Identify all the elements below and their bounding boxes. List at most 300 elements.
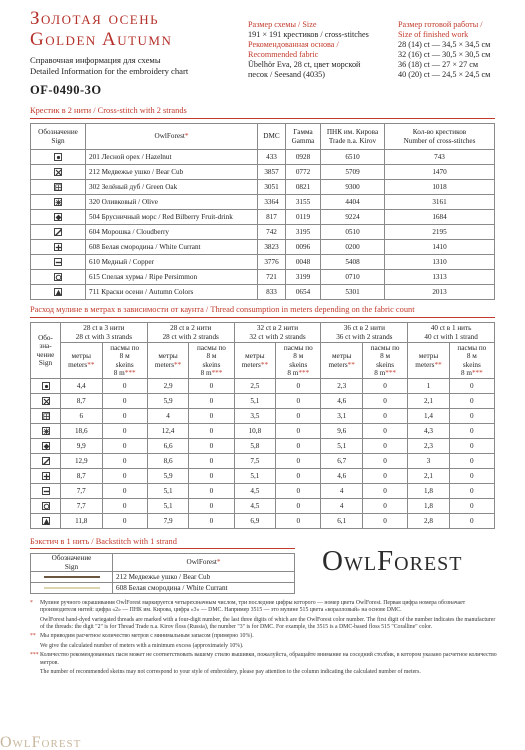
thread-name: 212 Медвежье ушко / Bear Cub	[86, 165, 258, 180]
gamma-code: 0654	[286, 285, 321, 300]
thread-name: 201 Лесной орех / Hazelnut	[86, 150, 258, 165]
sign-cell	[31, 484, 61, 499]
scheme-info	[248, 20, 388, 80]
logo-text: OwlForest	[322, 545, 463, 577]
meters-value: 2,9	[147, 379, 189, 394]
thread-name: 615 Спелая хурма / Ripe Persimmon	[86, 270, 258, 285]
star-symbol-icon	[42, 427, 50, 435]
skeins-label: пасмы по 8 м skeins 8 m	[370, 343, 400, 377]
col-count: Кол-во крестиков Number of cross-stitches	[385, 124, 495, 150]
thread-name: 711 Краски осени / Autumn Colors	[86, 285, 258, 300]
meters-label: метры meters	[241, 352, 265, 369]
group-header	[321, 323, 408, 343]
group-ru: 32 ct в 2 нити	[256, 324, 299, 332]
scheme-size-value: 191 × 191 крестиков / cross-stitches	[248, 30, 369, 39]
slash-symbol-icon	[54, 228, 62, 236]
skeins-value: 0	[449, 409, 494, 424]
meters-value: 10,8	[234, 424, 276, 439]
group-ru: 28 ct в 3 нити	[83, 324, 125, 332]
pnk-code: 4404	[321, 195, 385, 210]
finished-row: 32 (16) ct — 30,5 × 30,5 см	[398, 50, 491, 59]
skeins-value: 0	[362, 514, 407, 529]
meters-value: 4	[147, 409, 189, 424]
skeins-value: 0	[449, 439, 494, 454]
footnote-mark: **	[260, 360, 269, 369]
meters-value: 7,7	[61, 484, 103, 499]
skeins-value: 0	[449, 394, 494, 409]
meters-value: 12,4	[147, 424, 189, 439]
skeins-value: 0	[362, 499, 407, 514]
meters-value: 3	[408, 454, 449, 469]
sign-cell	[31, 454, 61, 469]
skeins-value: 0	[102, 424, 147, 439]
group-header	[61, 323, 148, 343]
meters-value: 8,6	[147, 454, 189, 469]
group-en: 36 ct with 2 strands	[336, 332, 393, 341]
scheme-size-label: Размер схемы / Size	[248, 20, 317, 29]
meters-header	[408, 343, 449, 379]
pnk-code: 0510	[321, 225, 385, 240]
meters-value: 4,6	[321, 469, 363, 484]
col-sign: Обозначение Sign	[31, 124, 86, 150]
finished-size-info	[398, 20, 518, 80]
triangle-symbol-icon	[54, 288, 62, 296]
pnk-code: 0200	[321, 240, 385, 255]
skeins-value: 0	[189, 394, 234, 409]
meters-value: 7,7	[61, 499, 103, 514]
sign-cell	[31, 285, 86, 300]
sign-cell	[31, 150, 86, 165]
skeins-value: 0	[189, 469, 234, 484]
footnote	[30, 669, 500, 676]
footnote-text: Мы приводим расчетное количество метров с минимальным запасом (примерно 10%).	[40, 633, 254, 640]
col-sign: Обо- зна- чение Sign	[31, 323, 61, 379]
skeins-value: 0	[102, 514, 147, 529]
meters-value: 6,6	[147, 439, 189, 454]
skeins-value: 0	[276, 409, 321, 424]
stitch-count: 1410	[385, 240, 495, 255]
skeins-value: 0	[276, 424, 321, 439]
diamond-symbol-icon	[54, 213, 62, 221]
owlforest-logo	[322, 545, 463, 578]
col-owlforest-mark: *	[184, 132, 189, 141]
x-symbol-icon	[54, 168, 62, 176]
meters-value: 6,7	[321, 454, 363, 469]
meters-value: 8,7	[61, 469, 103, 484]
footnote-mark: ***	[30, 652, 39, 659]
section-divider	[30, 548, 295, 549]
skeins-value: 0	[102, 439, 147, 454]
fabric-value-2: песок / Seesand (4035)	[248, 70, 325, 79]
skeins-value: 0	[449, 499, 494, 514]
table-row	[31, 409, 495, 424]
table-row	[31, 195, 495, 210]
table-row	[31, 499, 495, 514]
sign-cell	[31, 424, 61, 439]
footnote	[30, 617, 500, 631]
x-symbol-icon	[42, 397, 50, 405]
meters-value: 2,1	[408, 469, 449, 484]
col-owlforest-label: OwlForest	[186, 558, 217, 567]
skeins-header	[276, 343, 321, 379]
table-row	[31, 150, 495, 165]
pnk-code: 5301	[321, 285, 385, 300]
col-sign: Обозначение Sign	[31, 554, 113, 572]
footnote-mark: ***	[298, 369, 310, 377]
skeins-header	[189, 343, 234, 379]
footnote-mark: **	[87, 360, 95, 369]
meters-label: метры meters	[415, 352, 439, 369]
backstitch-line-icon	[44, 587, 100, 589]
sign-cell	[31, 165, 86, 180]
meters-value: 4	[321, 499, 363, 514]
meters-value: 5,9	[147, 469, 189, 484]
meters-value: 18,6	[61, 424, 103, 439]
thread-name: 604 Морошка / Cloudberry	[86, 225, 258, 240]
section-consumption-title: Расход мулине в метрах в зависимости от каунта / Thread consumption in meters depending on the fabric count	[30, 305, 415, 314]
skeins-value: 0	[102, 379, 147, 394]
sign-cell	[31, 240, 86, 255]
skeins-value: 0	[189, 484, 234, 499]
table-row	[31, 165, 495, 180]
dmc-code: 833	[258, 285, 286, 300]
sign-cell	[31, 379, 61, 394]
finished-row: 36 (18) ct — 27 × 27 см	[398, 60, 479, 69]
skeins-value: 0	[276, 379, 321, 394]
circle-symbol-icon	[42, 502, 50, 510]
meters-value: 4,6	[321, 394, 363, 409]
skeins-header	[362, 343, 407, 379]
skeins-label: пасмы по 8 м skeins 8 m	[197, 343, 226, 377]
table-row	[31, 210, 495, 225]
col-owlforest	[86, 124, 258, 150]
col-pnk: ПНК им. Кирова Trade n.a. Kirov	[321, 124, 385, 150]
meters-value: 9,6	[321, 424, 363, 439]
footnote-mark: **	[174, 360, 182, 369]
grid-symbol-icon	[54, 183, 62, 191]
footnote	[30, 652, 500, 666]
thread-name: 212 Медвежье ушко / Bear Cub	[113, 572, 295, 583]
star-symbol-icon	[54, 198, 62, 206]
sign-cell	[31, 255, 86, 270]
col-dmc: DMC	[258, 124, 286, 150]
pnk-code: 9300	[321, 180, 385, 195]
meters-value: 5,9	[147, 394, 189, 409]
col-owlforest	[113, 554, 295, 572]
subtitle-en: Detailed Information for the embroidery chart	[30, 66, 189, 76]
skeins-value: 0	[276, 394, 321, 409]
footnote-mark: *	[30, 600, 33, 606]
footnote	[30, 643, 500, 650]
meters-label: метры meters	[328, 352, 352, 369]
pnk-code: 0710	[321, 270, 385, 285]
group-en: 28 ct with 2 strands	[162, 332, 219, 341]
meters-value: 1	[408, 379, 449, 394]
skeins-value: 0	[276, 499, 321, 514]
meters-value: 2,5	[234, 379, 276, 394]
thread-name: 608 Белая смородина / White Currant	[113, 583, 295, 594]
meters-label: метры meters	[154, 352, 178, 369]
skeins-value: 0	[276, 454, 321, 469]
section-divider	[30, 317, 495, 318]
skeins-value: 0	[102, 394, 147, 409]
table-row	[31, 439, 495, 454]
subtitle	[30, 55, 188, 77]
thread-name: 320 Оливковый / Olive	[86, 195, 258, 210]
skeins-value: 0	[276, 514, 321, 529]
table-row	[31, 180, 495, 195]
footnote-mark: ***	[124, 369, 136, 377]
meters-value: 4,4	[61, 379, 103, 394]
footnote-mark: **	[347, 360, 355, 369]
skeins-value: 0	[189, 514, 234, 529]
group-header	[408, 323, 495, 343]
group-en: 28 ct with 3 strands	[75, 332, 133, 341]
dot-symbol-icon	[54, 153, 62, 161]
finished-row: 28 (14) ct — 34,5 × 34,5 см	[398, 40, 491, 49]
stitch-count: 1310	[385, 255, 495, 270]
meters-header	[147, 343, 189, 379]
footnote-mark: ***	[471, 369, 483, 377]
meters-value: 12,9	[61, 454, 103, 469]
slash-symbol-icon	[42, 457, 50, 465]
dmc-code: 817	[258, 210, 286, 225]
skeins-value: 0	[362, 439, 407, 454]
meters-value: 1,8	[408, 484, 449, 499]
finished-label-en: Size of finished work	[398, 30, 469, 39]
sign-cell	[31, 469, 61, 484]
skeins-value: 0	[362, 409, 407, 424]
meters-value: 5,1	[147, 484, 189, 499]
table-row	[31, 572, 295, 583]
skeins-header	[102, 343, 147, 379]
sign-cell	[31, 225, 86, 240]
skeins-value: 0	[189, 454, 234, 469]
skeins-value: 0	[276, 484, 321, 499]
owlforest-watermark-logo: OwlForest	[0, 734, 82, 750]
footnote-text: Количество рекомендованных пасм может не соответствовать вашему стилю вышивки, пожалуйста, обращайте внимание на соседний столбик, в котором указано расчетное количество метров.	[40, 652, 497, 666]
meters-value: 1,8	[408, 499, 449, 514]
backstitch-line-cell	[31, 572, 113, 583]
minus-symbol-icon	[42, 487, 50, 495]
title-ru: Золотая осень	[30, 8, 160, 29]
skeins-label: пасмы по 8 м skeins 8 m	[457, 343, 487, 377]
title-en: Golden Autumn	[30, 29, 173, 50]
sign-cell	[31, 499, 61, 514]
skeins-value: 0	[362, 454, 407, 469]
skeins-value: 0	[362, 394, 407, 409]
thread-consumption-table	[30, 322, 495, 529]
meters-value: 5,1	[147, 499, 189, 514]
gamma-code: 0096	[286, 240, 321, 255]
skeins-value: 0	[189, 439, 234, 454]
table-row	[31, 454, 495, 469]
meters-value: 7,5	[234, 454, 276, 469]
fabric-value-1: Übelhör Eva, 28 ct, цвет морской	[248, 60, 361, 69]
dmc-code: 3364	[258, 195, 286, 210]
meters-value: 5,1	[234, 394, 276, 409]
thread-name: 610 Медный / Copper	[86, 255, 258, 270]
skeins-value: 0	[362, 484, 407, 499]
table-row	[31, 285, 495, 300]
finished-row: 40 (20) ct — 24,5 × 24,5 см	[398, 70, 491, 79]
dmc-code: 742	[258, 225, 286, 240]
sign-cell	[31, 514, 61, 529]
table-row	[31, 240, 495, 255]
thread-name: 608 Белая смородина / White Currant	[86, 240, 258, 255]
group-ru: 36 ct в 2 нити	[343, 324, 385, 332]
meters-value: 5,1	[234, 469, 276, 484]
meters-value: 2,3	[321, 379, 363, 394]
footnote-text: Мулине ручного окрашивания OwlForest маркируется четырехзначным числом, три последние цифры которого — номер цвета OwlForest. Первая цифра номера обозначает производителя нитей: цифра «2» — ПНК им. Кирова, цифра «3» — DMC. Например 3515 — это мулине 515 цвета «коралловый» на основе DMC.	[40, 600, 466, 614]
table-row	[31, 255, 495, 270]
meters-value: 6,1	[321, 514, 363, 529]
skeins-value: 0	[449, 514, 494, 529]
skeins-value: 0	[362, 424, 407, 439]
meters-value: 4	[321, 484, 363, 499]
triangle-symbol-icon	[42, 517, 50, 525]
meters-label: метры meters	[68, 352, 91, 369]
footnote	[30, 600, 500, 614]
col-owlforest-mark: *	[216, 558, 221, 567]
table-row	[31, 394, 495, 409]
cross-symbol-icon	[42, 472, 50, 480]
footnote	[30, 633, 500, 640]
meters-value: 5,8	[234, 439, 276, 454]
skeins-value: 0	[449, 454, 494, 469]
thread-name: 302 Зелёный дуб / Green Oak	[86, 180, 258, 195]
dmc-code: 3857	[258, 165, 286, 180]
skeins-label: пасмы по 8 м skeins 8 m	[283, 343, 313, 377]
table-row	[31, 270, 495, 285]
dmc-code: 3823	[258, 240, 286, 255]
stitch-count: 1684	[385, 210, 495, 225]
gamma-code: 0772	[286, 165, 321, 180]
meters-header	[61, 343, 103, 379]
skeins-value: 0	[362, 379, 407, 394]
table-row	[31, 514, 495, 529]
skeins-value: 0	[362, 469, 407, 484]
sign-cell	[31, 394, 61, 409]
dmc-code: 433	[258, 150, 286, 165]
skeins-value: 0	[189, 499, 234, 514]
dmc-code: 721	[258, 270, 286, 285]
skeins-value: 0	[189, 379, 234, 394]
gamma-code: 3195	[286, 225, 321, 240]
sign-cell	[31, 409, 61, 424]
stitch-count: 1470	[385, 165, 495, 180]
group-en: 40 ct with 1 strand	[424, 332, 478, 341]
footnote-mark: **	[30, 633, 36, 640]
footnotes	[30, 600, 500, 679]
gamma-code: 3199	[286, 270, 321, 285]
stitch-count: 2013	[385, 285, 495, 300]
gamma-code: 0119	[286, 210, 321, 225]
footnote-mark: **	[434, 360, 442, 369]
thread-name: 504 Брусничный морс / Red Bilberry Fruit-drink	[86, 210, 258, 225]
meters-value: 4,5	[234, 484, 276, 499]
footnote-mark: ***	[385, 369, 396, 377]
group-header	[234, 323, 321, 343]
minus-symbol-icon	[54, 258, 62, 266]
skeins-value: 0	[102, 499, 147, 514]
pnk-code: 9224	[321, 210, 385, 225]
skeins-value: 0	[102, 484, 147, 499]
dmc-code: 3776	[258, 255, 286, 270]
meters-value: 9,9	[61, 439, 103, 454]
section-cross-stitch-title: Крестик в 2 нити / Cross-stitch with 2 strands	[30, 106, 187, 115]
meters-value: 4,3	[408, 424, 449, 439]
table-row	[31, 469, 495, 484]
stitch-count: 2195	[385, 225, 495, 240]
meters-value: 3,1	[321, 409, 363, 424]
meters-value: 8,7	[61, 394, 103, 409]
dot-symbol-icon	[42, 382, 50, 390]
meters-value: 4,5	[234, 499, 276, 514]
stitch-count: 743	[385, 150, 495, 165]
sign-cell	[31, 439, 61, 454]
meters-value: 3,5	[234, 409, 276, 424]
table-row	[31, 583, 295, 594]
group-ru: 40 ct в 1 нить	[430, 324, 472, 332]
pnk-code: 5408	[321, 255, 385, 270]
skeins-value: 0	[102, 409, 147, 424]
gamma-code: 3155	[286, 195, 321, 210]
gamma-code: 0821	[286, 180, 321, 195]
footnote-text: The number of recommended skeins may not correspond to your style of embroidery, please pay attention to the column indicating the calculated number of meters.	[40, 669, 421, 676]
meters-value: 2,8	[408, 514, 449, 529]
table-row	[31, 424, 495, 439]
dmc-code: 3051	[258, 180, 286, 195]
footnote-text: We give the calculated number of meters with a minimum excess (approximately 10%).	[40, 642, 244, 649]
group-ru: 28 ct в 2 нити	[170, 324, 212, 332]
backstitch-line-icon	[44, 576, 100, 578]
cross-symbol-icon	[54, 243, 62, 251]
skeins-value: 0	[449, 424, 494, 439]
gamma-code: 0928	[286, 150, 321, 165]
meters-value: 1,4	[408, 409, 449, 424]
footnote-mark: ***	[211, 369, 223, 377]
diamond-symbol-icon	[42, 442, 50, 450]
meters-value: 6	[61, 409, 103, 424]
meters-value: 6,9	[234, 514, 276, 529]
meters-value: 2,1	[408, 394, 449, 409]
section-divider	[30, 118, 495, 119]
sign-cell	[31, 270, 86, 285]
skeins-value: 0	[102, 469, 147, 484]
table-row	[31, 484, 495, 499]
skeins-value: 0	[189, 424, 234, 439]
design-code: OF-0490-3O	[30, 83, 102, 97]
section-backstitch-title: Бэкстич в 1 нить / Backstitch with 1 strand	[30, 537, 177, 546]
skeins-value: 0	[449, 379, 494, 394]
skeins-value: 0	[189, 409, 234, 424]
sign-cell	[31, 210, 86, 225]
skeins-value: 0	[102, 454, 147, 469]
col-owlforest-label: OwlForest	[154, 132, 185, 141]
pnk-code: 5709	[321, 165, 385, 180]
group-en: 32 ct with 2 strands	[249, 332, 306, 341]
skeins-value: 0	[276, 439, 321, 454]
skeins-value: 0	[276, 469, 321, 484]
stitch-count: 3161	[385, 195, 495, 210]
footnote-text: OwlForest hand-dyed variegated threads are marked with a four-digit number, the last three digits of which are the OwlForest color number. The first digit of the number indicates the manufacturer of the threads: the digit "2" is for Thread Trade n.a. Kirov floss (Russia), the number "3" is for DMC. For example, the 3515 is a DMC-based floss 515 "Coralline" color.	[40, 616, 496, 630]
meters-value: 5,1	[321, 439, 363, 454]
finished-label-ru: Размер готовой работы /	[398, 20, 483, 29]
stitch-count: 1313	[385, 270, 495, 285]
fabric-label-en: Recommended fabric	[248, 50, 319, 59]
backstitch-line-cell	[31, 583, 113, 594]
